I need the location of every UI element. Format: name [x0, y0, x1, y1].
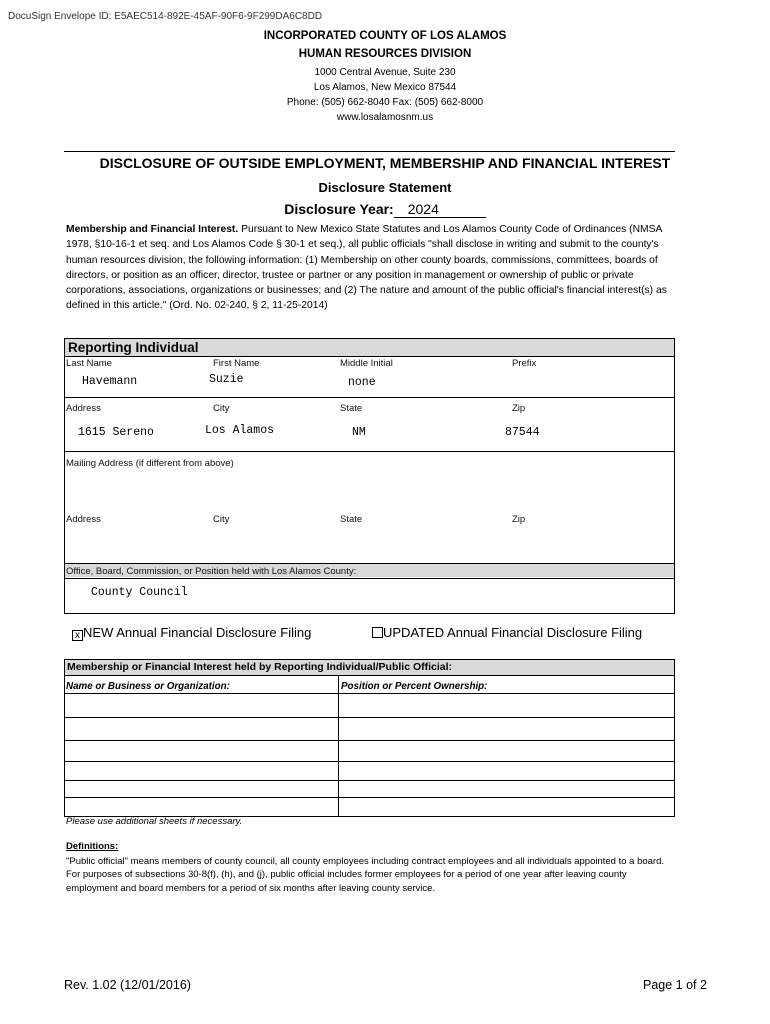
definitions-title: Definitions: [66, 841, 119, 852]
office-field[interactable]: County Council [91, 586, 188, 599]
table-row-divider [64, 717, 675, 718]
table-row-divider [64, 740, 675, 741]
table-row-divider [64, 761, 675, 762]
revision-label: Rev. 1.02 (12/01/2016) [64, 978, 191, 992]
city-field[interactable]: Los Alamos [205, 424, 275, 437]
title-rule [64, 151, 675, 152]
org-address: 1000 Central Avenue, Suite 230 [314, 67, 456, 78]
docusign-envelope-id: DocuSign Envelope ID: E5AEC514-892E-45AF-90F6-9F299DA6C8DD [8, 11, 323, 22]
membership-table-header: Membership or Financial Interest held by Reporting Individual/Public Official: [65, 660, 674, 676]
city-label: City [213, 403, 230, 414]
org-city: Los Alamos, New Mexico 87544 [313, 82, 457, 93]
intro-text: Pursuant to New Mexico State Statutes and Los Alamos County Code of Ordinances (NMSA 1978, §10-16-1 et seq. and Los Alamos Code § 30-1 et seq.), all public officials "shall disclose in writing and submit to the county's human resources division, the following information: (1) Membership on other county boards, commissions, committees, boards of directors, or position as an officer, director, trustee or partner or any position in management or ownership of public or private corporations, associations, organizations or businesses; and (2) The nature and amount of the public official's financial interest(s) as defined in this article." (Ord. No. 02-240, § 2, 11-25-2014) [66, 224, 667, 312]
mailing-address-label: Mailing Address (if different from above) [66, 458, 234, 469]
first-name-field[interactable]: Suzie [209, 373, 244, 386]
mailing-address-line-label: Address [66, 514, 101, 525]
prefix-label: Prefix [512, 358, 537, 369]
page-title: DISCLOSURE OF OUTSIDE EMPLOYMENT, MEMBERSHIP AND FINANCIAL INTEREST [99, 155, 671, 171]
mailing-zip-label: Zip [512, 514, 526, 525]
division-name: HUMAN RESOURCES DIVISION [298, 48, 472, 60]
disclosure-year [0, 201, 770, 218]
middle-initial-label: Middle Initial [340, 358, 393, 369]
divider [64, 451, 675, 452]
org-phone: Phone: (505) 662-8040 Fax: (505) 662-8000 [286, 97, 484, 108]
page-number: Page 1 of 2 [643, 978, 707, 992]
page-subtitle: Disclosure Statement [318, 180, 452, 195]
col-position-header: Position or Percent Ownership: [341, 681, 488, 692]
definitions-text: "Public official" means members of county council, all county employees including contract employees and all individuals appointed to a board. For purposes of subsections 30-8(f), (h), and (j), public official includes former employees for a period of one year after leaving county employment and board members for a period of six months after leaving county service. [66, 855, 665, 894]
last-name-label: Last Name [66, 358, 112, 369]
new-filing-checkbox[interactable]: x [72, 630, 83, 641]
divider [64, 397, 675, 398]
office-label: Office, Board, Commission, or Position held with Los Alamos County: [66, 566, 357, 577]
intro-heading: Membership and Financial Interest. [66, 224, 239, 235]
divider [64, 578, 675, 579]
state-field[interactable]: NM [352, 426, 366, 439]
col-name-header: Name or Business or Organization: [66, 681, 230, 692]
updated-filing-option[interactable] [372, 625, 642, 640]
mailing-state-label: State [340, 514, 363, 525]
org-name: INCORPORATED COUNTY OF LOS ALAMOS [263, 30, 507, 42]
mailing-city-label: City [213, 514, 230, 525]
middle-initial-field[interactable]: none [348, 376, 376, 389]
zip-label: Zip [512, 403, 526, 414]
intro-paragraph [66, 222, 676, 314]
table-column-divider [338, 675, 339, 816]
zip-field[interactable]: 87544 [505, 426, 540, 439]
reporting-individual-header: Reporting Individual [65, 339, 674, 357]
org-website[interactable]: www.losalamosnm.us [336, 112, 434, 123]
new-filing-option[interactable] [72, 625, 311, 641]
state-label: State [340, 403, 363, 414]
table-row-divider [64, 693, 675, 694]
first-name-label: First Name [213, 358, 260, 369]
last-name-field[interactable]: Havemann [82, 375, 138, 388]
address-field[interactable]: 1615 Sereno [78, 426, 154, 439]
disclosure-year-label: Disclosure Year: [284, 201, 394, 217]
updated-filing-checkbox[interactable] [372, 627, 383, 638]
updated-filing-label: UPDATED Annual Financial Disclosure Filing [383, 625, 643, 640]
table-row-divider [64, 780, 675, 781]
table-row-divider [64, 797, 675, 798]
definitions [66, 840, 676, 895]
disclosure-year-field[interactable]: 2024 [394, 201, 486, 218]
additional-sheets-note: Please use additional sheets if necessary. [66, 816, 243, 827]
address-label: Address [66, 403, 101, 414]
new-filing-label: NEW Annual Financial Disclosure Filing [83, 625, 312, 640]
